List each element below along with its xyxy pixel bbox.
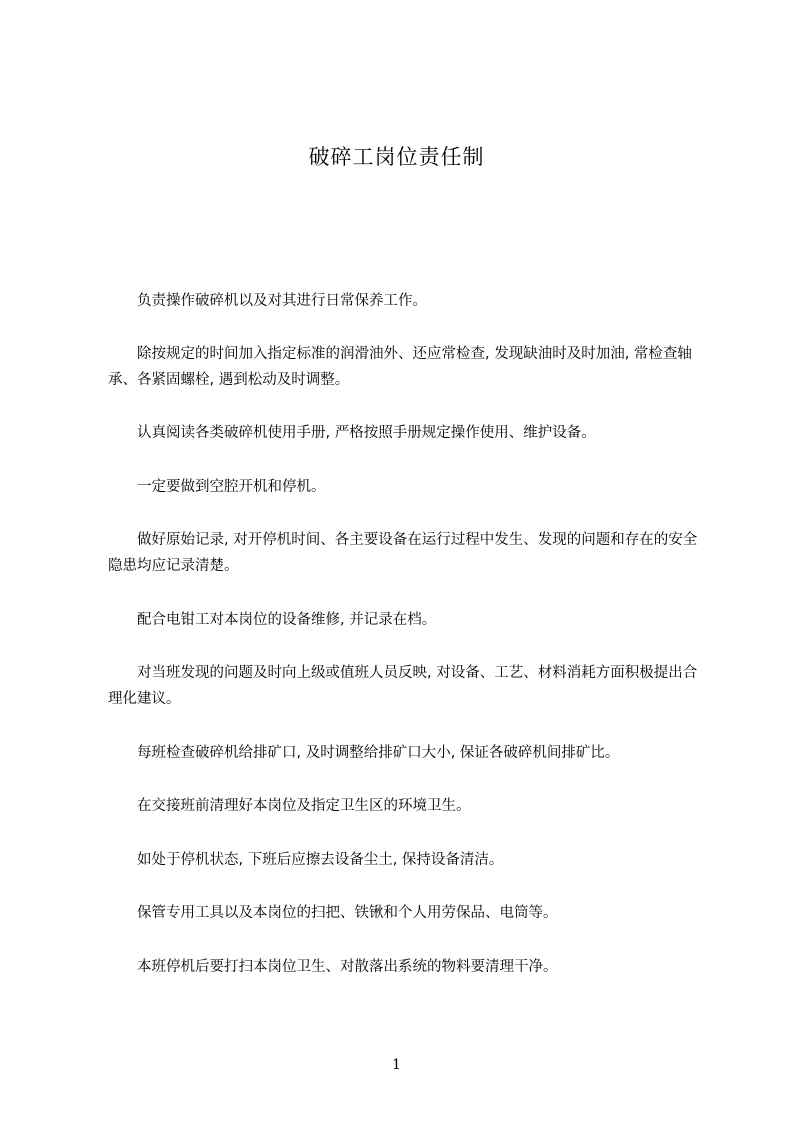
paragraph-8: 每班检查破碎机给排矿口, 及时调整给排矿口大小, 保证各破碎机间排矿比。 <box>137 745 620 761</box>
paragraph-12: 本班停机后要打扫本岗位卫生、对散落出系统的物料要清理干净。 <box>137 959 558 975</box>
paragraph-9: 在交接班前清理好本岗位及指定卫生区的环境卫生。 <box>137 798 471 814</box>
paragraph-4: 一定要做到空腔开机和停机。 <box>137 479 326 495</box>
paragraph-7: 对当班发现的问题及时向上级或值班人员反映, 对设备、工艺、材料消耗方面积极提出合理化建议。 <box>108 665 698 707</box>
paragraph-1: 负责操作破碎机以及对其进行日常保养工作。 <box>137 293 427 309</box>
paragraph-6: 配合电钳工对本岗位的设备维修, 并记录在档。 <box>137 612 437 628</box>
document-title: 破碎工岗位责任制 <box>308 145 485 169</box>
paragraph-11: 保管专用工具以及本岗位的扫把、铁锹和个人用劳保品、电筒等。 <box>137 905 558 921</box>
paragraph-3: 认真阅读各类破碎机使用手册, 严格按照手册规定操作使用、维护设备。 <box>137 425 596 441</box>
paragraph-5: 做好原始记录, 对开停机时间、各主要设备在运行过程中发生、发现的问题和存在的安全隐患均应记录清楚。 <box>108 532 698 574</box>
page-number: 1 <box>392 1057 401 1073</box>
paragraph-2: 除按规定的时间加入指定标准的润滑油外、还应常检查, 发现缺油时及时加油, 常检查轴承、各紧固螺栓, 遇到松动及时调整。 <box>108 346 692 388</box>
paragraph-10: 如处于停机状态, 下班后应擦去设备尘土, 保持设备清洁。 <box>137 852 504 868</box>
